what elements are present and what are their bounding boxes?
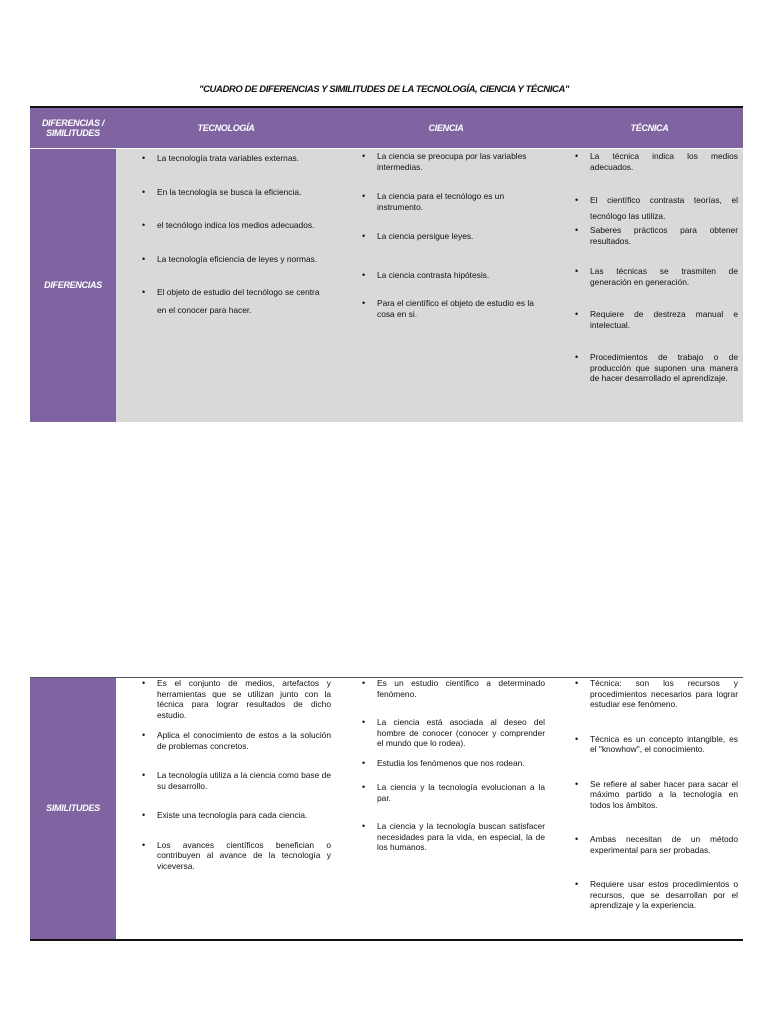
- list-item: • La técnica indica los medios adecuados.: [566, 151, 738, 172]
- header-tecnologia: TECNOLOGÍA: [197, 123, 255, 133]
- list-item: • Para el científico el objeto de estudio es la cosa en si.: [353, 298, 545, 319]
- list-item: • En la tecnología se busca la eficiencia.: [133, 184, 328, 202]
- list-item: • Ambas necesitan de un método experimental para ser probadas.: [566, 834, 738, 855]
- list-item: • El científico contrasta teorías, el tecnólogo las utiliza.: [566, 192, 738, 224]
- list-item: • Técnica es un concepto intangible, es el "knowhow", el conocimiento.: [566, 734, 738, 755]
- header-corner-cell: [30, 108, 116, 148]
- header-corner-label: DIFERENCIAS / SIMILITUDES: [41, 118, 105, 138]
- header-tecnica: TÉCNICA: [630, 123, 669, 133]
- list-item: • La ciencia contrasta hipótesis.: [353, 270, 545, 281]
- row-label-similitudes: SIMILITUDES: [30, 678, 116, 939]
- list-item: • La ciencia para el tecnólogo es un instrumento.: [353, 191, 545, 212]
- row-label-diferencias: DIFERENCIAS: [30, 149, 116, 422]
- similarities-table: [30, 677, 743, 941]
- list-item: • La tecnología utiliza a la ciencia como base de su desarrollo.: [133, 770, 331, 791]
- list-item: • La ciencia persigue leyes.: [353, 231, 545, 242]
- list-item: • el tecnólogo indica los medios adecuados.: [133, 217, 328, 235]
- list-item: • Procedimientos de trabajo o de producción que suponen una manera de hacer desarrollado el aprendizaje.: [566, 352, 738, 384]
- list-item: • La ciencia se preocupa por las variables intermedias.: [353, 151, 545, 172]
- list-item: • Es el conjunto de medios, artefactos y herramientas que se utilizan junto con la técnica para lograr resultados de dicho estudio.: [133, 678, 331, 720]
- list-item: • Se refiere al saber hacer para sacar el máximo partido a la tecnología en todos los ámbitos.: [566, 779, 738, 811]
- header-ciencia: CIENCIA: [428, 123, 464, 133]
- similitudes-tecnologia-list: [133, 678, 331, 871]
- list-item: • La tecnología eficiencia de leyes y normas.: [133, 251, 328, 269]
- diferencias-tecnica-list: [566, 151, 738, 384]
- list-item: • La tecnología trata variables externas.: [133, 150, 328, 168]
- list-item: • Existe una tecnología para cada ciencia.: [133, 810, 331, 821]
- list-item: • La ciencia y la tecnología buscan satisfacer necesidades para la vida, en especial, la de los humanos.: [353, 821, 545, 853]
- list-item: • El objeto de estudio del tecnólogo se centra en el conocer para hacer.: [133, 284, 328, 319]
- list-item: • La ciencia y la tecnología evolucionan a la par.: [353, 782, 545, 803]
- list-item: • Estudia los fenómenos que nos rodean.: [353, 758, 545, 769]
- differences-table: [30, 106, 743, 422]
- list-item: • Requiere de destreza manual e intelectual.: [566, 309, 738, 330]
- list-item: • Aplica el conocimiento de estos a la solución de problemas concretos.: [133, 730, 331, 751]
- list-item: • Saberes prácticos para obtener resultados.: [566, 225, 738, 246]
- list-item: • Las técnicas se trasmiten de generación en generación.: [566, 266, 738, 287]
- list-item: • Técnica: son los recursos y procedimientos necesarios para lograr estudiar ese fenómeno.: [566, 678, 738, 710]
- diferencias-tecnologia-list: [133, 150, 328, 319]
- list-item: • Los avances científicos benefician o contribuyen al avance de la tecnología y viceversa.: [133, 840, 331, 872]
- similitudes-ciencia-list: [353, 678, 545, 853]
- list-item: • Requiere usar estos procedimientos o recursos, que se desarrollan por el aprendizaje y la experiencia.: [566, 879, 738, 911]
- table-header: [30, 108, 743, 149]
- similitudes-tecnica-list: [566, 678, 738, 911]
- diferencias-ciencia-list: [353, 151, 545, 319]
- document-title: "CUADRO DE DIFERENCIAS Y SIMILITUDES DE LA TECNOLOGÍA, CIENCIA Y TÉCNICA": [198, 84, 570, 95]
- list-item: • Es un estudio científico a determinado fenómeno.: [353, 678, 545, 699]
- list-item: • La ciencia está asociada al deseo del hombre de conocer (conocer y comprender el mundo que lo rodea).: [353, 717, 545, 749]
